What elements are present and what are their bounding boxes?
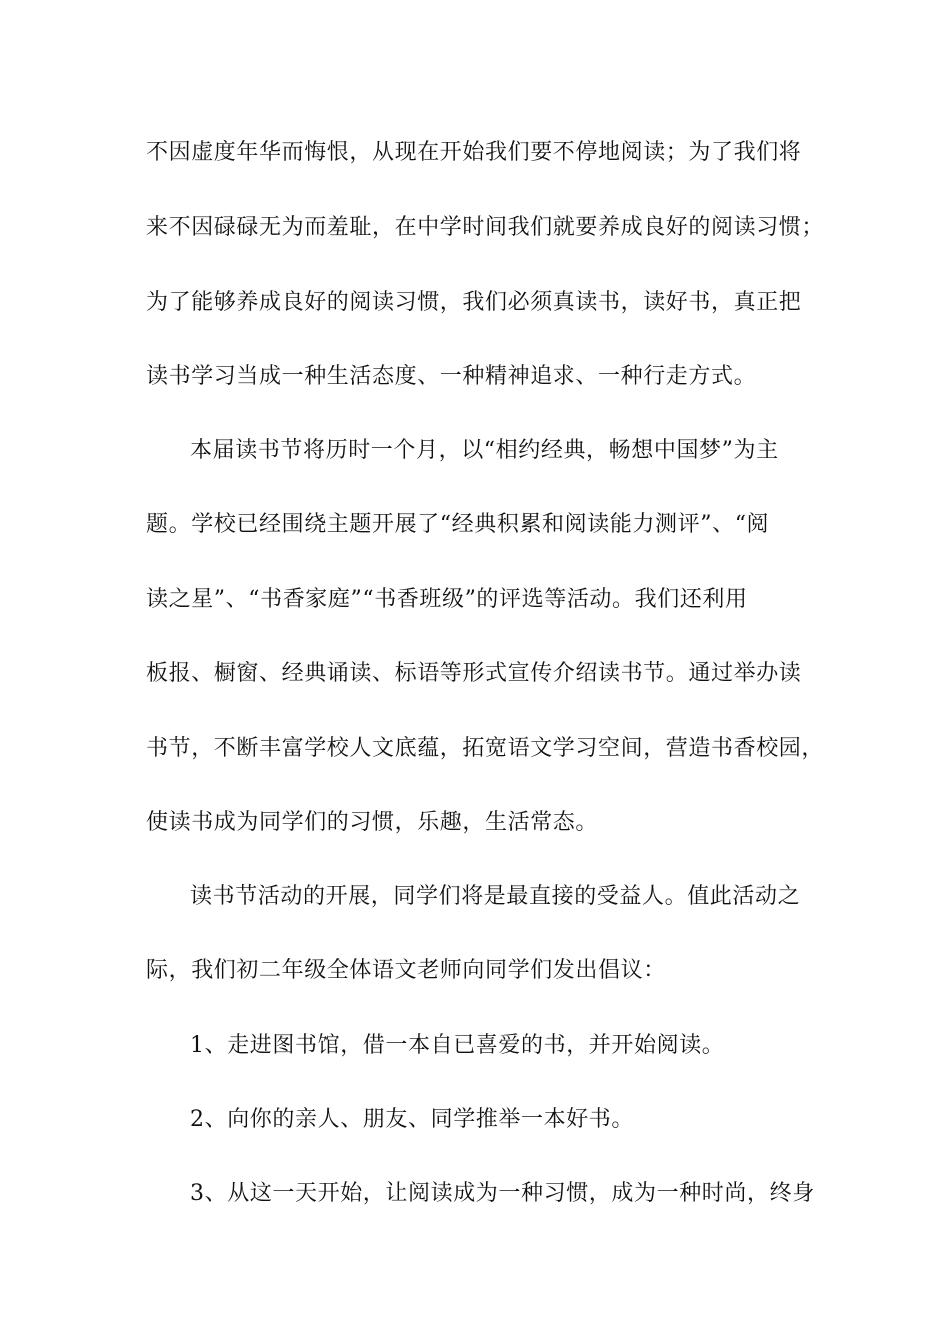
text-line: 为了能够养成良好的阅读习惯，我们必须真读书，读好书，真正把 [146,290,802,315]
list-item: 3、从这一天开始，让阅读成为一种习惯，成为一种时尚，终身 [190,1181,815,1206]
text-line: 读之星”、“书香家庭”“书香班级”的评选等活动。我们还利用 [146,587,748,612]
paragraph-first-line: 本届读书节将历时一个月，以“相约经典，畅想中国梦”为主 [190,438,779,463]
list-item: 2、向你的亲人、朋友、同学推举一本好书。 [190,1107,634,1132]
text-line: 际，我们初二年级全体语文老师向同学们发出倡议： [146,958,666,983]
text-line: 题。学校已经围绕主题开展了“经典积累和阅读能力测评”、“阅 [146,512,770,537]
list-item: 1、走进图书馆，借一本自已喜爱的书，并开始阅读。 [190,1033,725,1058]
text-line: 板报、橱窗、经典诵读、标语等形式宣传介绍读书节。通过举办读 [146,661,802,686]
text-line: 书节，不断丰富学校人文底蕴，拓宽语文学习空间，营造书香校园， [146,736,825,761]
text-line: 使读书成为同学们的习惯，乐趣，生活常态。 [146,810,599,835]
paragraph-first-line: 读书节活动的开展，同学们将是最直接的受益人。值此活动之 [190,884,801,909]
text-line: 读书学习当成一种生活态度、一种精神追求、一种行走方式。 [146,364,757,389]
text-line: 不因虚度年华而悔恨，从现在开始我们要不停地阅读；为了我们将 [146,140,802,165]
text-line: 来不因碌碌无为而羞耻，在中学时间我们就要养成良好的阅读习惯； [146,215,825,240]
